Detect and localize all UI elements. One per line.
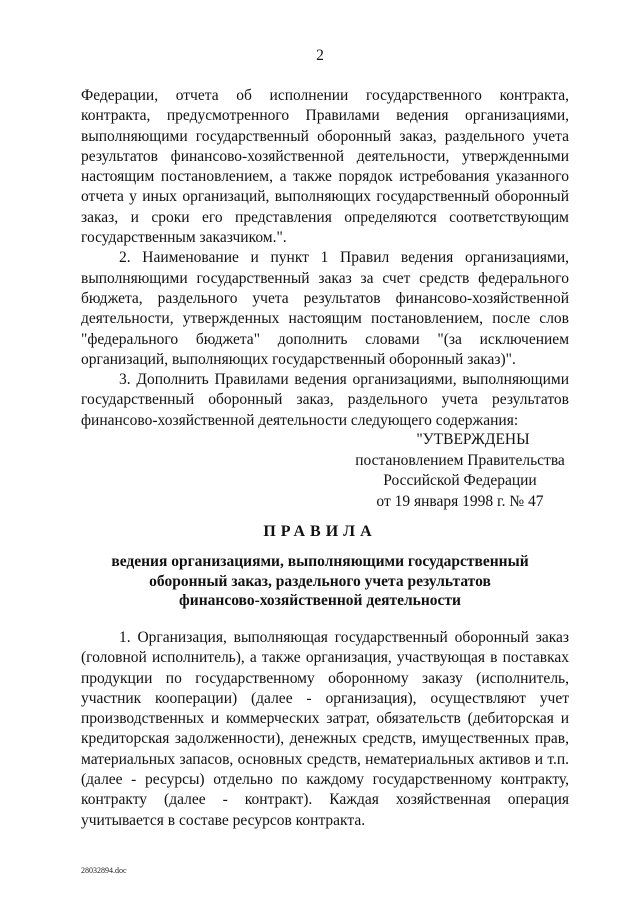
rules-title: ПРАВИЛА: [263, 523, 377, 540]
paragraph-item-3: 3. Дополнить Правилами ведения организациями, выполняющими государственный оборонный заказ, раздельного учета результатов финансово-хозяйственной деятельности следующего содержания:: [81, 371, 569, 429]
rules-subtitle-line-3: финансово-хозяйственной деятельности: [179, 592, 461, 609]
approval-block: [300, 430, 620, 512]
approval-line-2: Российской Федерации: [383, 472, 537, 489]
rules-subtitle-line-1: ведения организациями, выполняющими государственный: [111, 553, 529, 570]
rules-body: [81, 628, 569, 831]
body-text-top: [81, 86, 569, 431]
page-number: 2: [316, 47, 324, 64]
approval-heading: "УТВЕРЖДЕНЫ: [416, 431, 530, 448]
paragraph-continuation: Федерации, отчета об исполнении государственного контракта, контракта, предусмотренного Правилами ведения организациями, выполняющими государственный оборонный заказ, раздельного учета результатов финансово-хозяйственной деятельности, утвержденными настоящим постановлением, а также порядок истребования указанного отчета у иных организаций, выполняющих государственный оборонный заказ, и сроки его представления определяются соответствующим государственным заказчиком.".: [81, 87, 569, 247]
footer-document-code: 28032894.doc: [81, 866, 127, 875]
paragraph-item-2: 2. Наименование и пункт 1 Правил ведения организациями, выполняющими государственный заказ за счет средств федерального бюджета, раздельного учета результатов финансово-хозяйственной деятельности, утвержденных настоящим постановлением, после слов "федерального бюджета" дополнить словами "(за исключением организаций, выполняющих государственный оборонный заказ)".: [81, 249, 569, 368]
rules-paragraph-1: 1. Организация, выполняющая государственный оборонный заказ (головной исполнитель), а также организация, участвующая в поставках продукции по государственному оборонному заказу (исполнитель, участник кооперации) (далее - организация), осуществляют учет производственных и коммерческих затрат, обязательств (дебиторская и кредиторская задолженности), денежных средств, имущественных прав, материальных запасов, основных средств, нематериальных активов и т.п. (далее - ресурсы) отдельно по каждому государственному контракту, контракту (далее - контракт). Каждая хозяйственная операция учитывается в составе ресурсов контракта.: [81, 629, 569, 829]
approval-line-1: постановлением Правительства: [355, 451, 565, 469]
approval-line-3: от 19 января 1998 г. № 47: [376, 492, 544, 510]
rules-subtitle: [60, 552, 580, 611]
rules-subtitle-line-2: оборонный заказ, раздельного учета результатов: [149, 572, 491, 590]
